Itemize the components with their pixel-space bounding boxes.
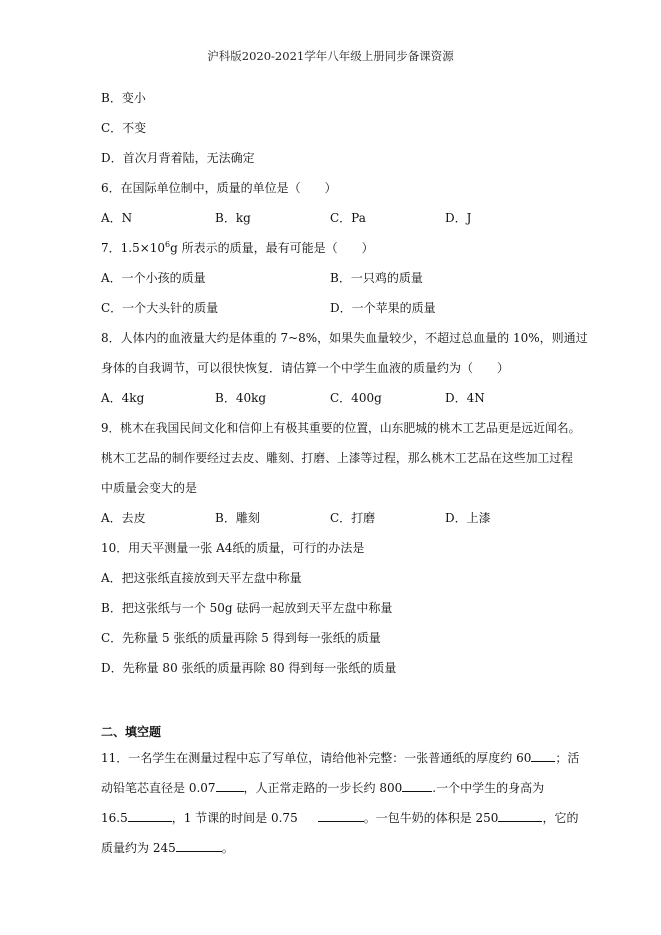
question-7	[101, 240, 374, 256]
answer-blank[interactable]	[498, 810, 542, 822]
q9-option-a: A．去皮	[101, 511, 146, 525]
question-9-line-1: 9．桃木在我国民间文化和信仰上有极其重要的位置，山东肥城的桃木工艺品更是远近闻名。	[101, 421, 581, 435]
q11-text: .一个中学生的身高为	[432, 781, 545, 795]
section-fill-in-title: 二、填空题	[101, 725, 162, 739]
answer-blank[interactable]	[128, 810, 172, 822]
q6-option-c: C．Pa	[330, 211, 366, 225]
question-6: 6．在国际单位制中，质量的单位是（ ）	[101, 181, 337, 195]
q9-option-b: B．雕刻	[215, 511, 260, 525]
q10-option-c: C．先称量 5 张纸的质量再除 5 得到每一张纸的质量	[101, 631, 381, 645]
q11-text: 动铅笔芯直径是 0.07	[101, 781, 216, 795]
question-8-line-2: 身体的自我调节，可以很快恢复．请估算一个中学生血液的质量约为（ ）	[101, 361, 510, 375]
question-11-line-3	[101, 810, 578, 826]
q8-option-b: B．40kg	[215, 391, 267, 405]
q11-text: 。	[221, 841, 234, 855]
q11-text: ，人正常走路的一步长约 800	[243, 781, 403, 795]
answer-blank[interactable]	[216, 780, 244, 792]
q10-option-d: D．先称量 80 张纸的质量再除 80 得到每一张纸的质量	[101, 661, 397, 675]
answer-blank[interactable]	[402, 780, 432, 792]
q8-option-c: C．400g	[330, 391, 382, 405]
q7-suffix: g 所表示的质量，最有可能是（ ）	[170, 241, 374, 255]
option-d-prev: D．首次月背着陆，无法确定	[101, 151, 255, 165]
q11-text: ；活	[555, 751, 580, 765]
q7-option-d: D．一个苹果的质量	[330, 301, 436, 315]
answer-blank[interactable]	[318, 810, 364, 822]
q8-option-a: A．4kg	[101, 391, 145, 405]
question-11-line-4	[101, 840, 234, 856]
question-9-line-3: 中质量会变大的是	[101, 481, 198, 495]
q11-text: ，1 节课的时间是 0.75	[171, 811, 298, 825]
q11-text: 。一包牛奶的体积是 250	[363, 811, 499, 825]
question-8-line-1: 8．人体内的血液量大约是体重的 7~8%，如果失血量较少，不超过总血量的 10%，则通过	[101, 331, 588, 345]
q10-option-b: B．把这张纸与一个 50g 砝码一起放到天平左盘中称量	[101, 601, 393, 615]
q7-option-c: C．一个大头针的质量	[101, 301, 219, 315]
q7-option-b: B．一只鸡的质量	[330, 271, 423, 285]
q6-option-a: A．N	[101, 211, 133, 225]
q6-option-b: B．kg	[215, 211, 251, 225]
q6-option-d: D．J	[445, 211, 472, 225]
option-b-prev: B．变小	[101, 91, 146, 105]
question-9-line-2: 桃木工艺品的制作要经过去皮、雕刻、打磨、上漆等过程，那么桃木工艺品在这些加工过程	[101, 451, 573, 465]
q11-text: 质量约为 245	[101, 841, 176, 855]
q7-exponent: 6	[165, 240, 171, 249]
question-10: 10．用天平测量一张 A4纸的质量，可行的办法是	[101, 541, 365, 555]
question-11-line-2	[101, 780, 544, 796]
q7-option-a: A．一个小孩的质量	[101, 271, 206, 285]
question-11-line-1	[101, 750, 579, 766]
q11-text: ，它的	[542, 811, 579, 825]
answer-blank[interactable]	[176, 840, 222, 852]
q9-option-c: C．打磨	[330, 511, 376, 525]
q8-option-d: D．4N	[445, 391, 485, 405]
q11-text: 16.5	[101, 811, 128, 825]
answer-blank[interactable]	[531, 750, 555, 762]
q9-option-d: D．上漆	[445, 511, 491, 525]
option-c-prev: C．不变	[101, 121, 147, 135]
page-header: 沪科版2020-2021学年八年级上册同步备课资源	[207, 49, 454, 63]
q7-prefix: 7．1.5×10	[101, 241, 166, 255]
q11-text: 11．一名学生在测量过程中忘了写单位，请给他补完整：一张普通纸的厚度约 60	[101, 751, 532, 765]
q10-option-a: A．把这张纸直接放到天平左盘中称量	[101, 571, 302, 585]
